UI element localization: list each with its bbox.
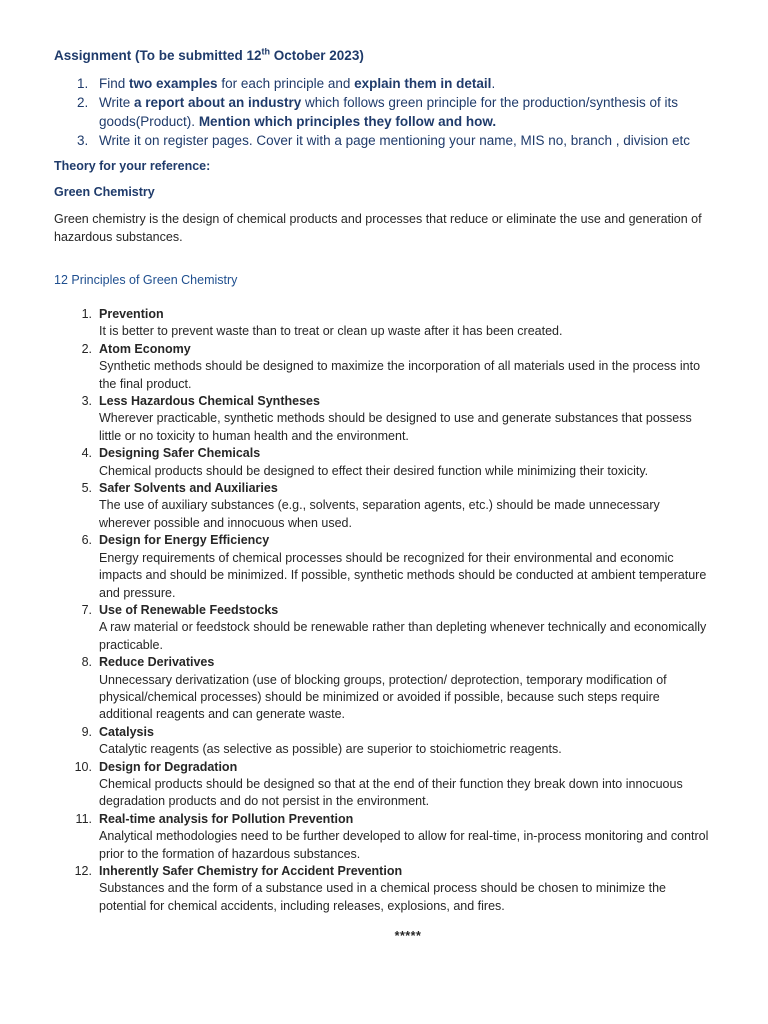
principle-description: Synthetic methods should be designed to maximize the incorporation of all materials used in the process into the final product. <box>99 359 701 391</box>
assignment-text: Write <box>99 95 135 110</box>
principle-title: Atom Economy <box>99 341 191 356</box>
principle-description: Energy requirements of chemical processes should be recognized for their environmental and economic impacts and should be minimized. If possible, synthetic methods should be conducted at ambient temperature and pressure. <box>99 550 707 600</box>
principle-title: Catalysis <box>99 724 154 739</box>
assignment-emphasis: Mention which principles they follow and how. <box>198 114 497 129</box>
principle-number: 12. <box>74 864 92 878</box>
principle-title: Use of Renewable Feedstocks <box>99 602 279 617</box>
principle-title: Inherently Safer Chemistry for Accident Prevention <box>99 864 403 878</box>
assignment-list <box>54 74 714 150</box>
principle-description: Catalytic reagents (as selective as possible) are superior to stoichiometric reagents. <box>99 742 562 757</box>
principle-number: 10. <box>74 759 92 774</box>
green-chemistry-heading: Green Chemistry <box>54 185 155 199</box>
assignment-item <box>54 93 714 131</box>
principle-description: Substances and the form of a substance used in a chemical process should be chosen to minimize the potential for chemical accidents, including releases, explosions, and fires. <box>99 881 666 913</box>
assignment-heading-prefix: Assignment (To be submitted 12 <box>54 48 262 63</box>
principle-item <box>54 532 714 602</box>
principle-description: Wherever practicable, synthetic methods should be designed to use and generate substances that possess little or no toxicity to human health and the environment. <box>99 411 692 443</box>
green-chemistry-definition: Green chemistry is the design of chemical products and processes that reduce or eliminate the use and generation of hazardous substances. <box>54 212 702 244</box>
principle-title: Design for Degradation <box>99 759 238 774</box>
principle-number: 3. <box>81 394 92 409</box>
principle-description: Chemical products should be designed to effect their desired function while minimizing their toxicity. <box>99 463 649 478</box>
principle-item <box>54 393 714 445</box>
principle-number: 6. <box>81 533 92 548</box>
principle-number: 7. <box>81 602 92 617</box>
principle-title: Reduce Derivatives <box>99 655 215 670</box>
principle-title: Design for Energy Efficiency <box>99 533 270 548</box>
principle-number: 1. <box>81 307 92 321</box>
assignment-emphasis: a report about an industry <box>134 95 302 110</box>
assignment-item-number: 3. <box>77 133 89 148</box>
principle-item <box>54 863 714 915</box>
principle-number: 2. <box>81 341 92 356</box>
principle-number: 8. <box>81 655 92 670</box>
document-page <box>54 46 714 915</box>
theory-reference-heading: Theory for your reference: <box>54 159 211 173</box>
principles-list <box>54 306 714 915</box>
assignment-heading-superscript: th <box>261 46 271 57</box>
principle-number: 9. <box>81 724 92 739</box>
principle-item <box>54 724 714 759</box>
principles-heading: 12 Principles of Green Chemistry <box>54 273 238 287</box>
principle-title: Real-time analysis for Pollution Prevention <box>99 811 354 826</box>
assignment-heading <box>54 46 714 66</box>
principle-item <box>54 306 714 341</box>
principle-description: Analytical methodologies need to be further developed to allow for real-time, in-process monitoring and control prior to the formation of hazardous substances. <box>99 829 709 861</box>
assignment-item <box>54 74 714 93</box>
principle-number: 4. <box>81 446 92 461</box>
principle-item <box>54 811 714 863</box>
principle-title: Designing Safer Chemicals <box>99 446 261 461</box>
principle-description: Chemical products should be designed so that at the end of their function they break down into innocuous degradation products and do not persist in the environment. <box>99 776 683 809</box>
principle-item <box>54 654 714 724</box>
assignment-heading-suffix: October 2023) <box>270 48 364 63</box>
principle-title: Safer Solvents and Auxiliaries <box>99 481 278 496</box>
principle-item <box>54 445 714 480</box>
principle-title: Less Hazardous Chemical Syntheses <box>99 394 320 409</box>
assignment-text: for each principle and <box>217 76 355 91</box>
principle-description: It is better to prevent waste than to treat or clean up waste after it has been created. <box>99 324 563 339</box>
assignment-item-number: 1. <box>77 76 89 91</box>
assignment-text: . <box>491 76 496 91</box>
assignment-item <box>54 131 714 150</box>
principle-number: 5. <box>81 481 92 496</box>
principle-description: The use of auxiliary substances (e.g., solvents, separation agents, etc.) should be made unnecessary wherever possible and innocuous when used. <box>99 498 660 530</box>
principle-item <box>54 341 714 393</box>
principle-item <box>54 480 714 532</box>
principle-number: 11. <box>75 811 92 826</box>
assignment-text: Find <box>99 76 130 91</box>
principle-item <box>54 602 714 654</box>
assignment-text: which follows green principle for the production/synthesis of its goods(Product). <box>99 95 678 129</box>
assignment-item-number: 2. <box>77 95 89 110</box>
principle-item <box>54 759 714 811</box>
assignment-emphasis: two examples <box>129 76 218 91</box>
principle-description: A raw material or feedstock should be renewable rather than depleting whenever technically and economically practicable. <box>99 620 707 652</box>
principle-description: Unnecessary derivatization (use of blocking groups, protection/ deprotection, temporary modification of physical/chemical processes) should be minimized or avoided if possible, because such steps require additional reagents and can generate waste. <box>99 672 667 722</box>
end-marker: ***** <box>394 929 422 943</box>
assignment-emphasis: explain them in detail <box>354 76 492 91</box>
assignment-text: Write it on register pages. Cover it with a page mentioning your name, MIS no, branch , division etc <box>99 133 691 148</box>
principle-title: Prevention <box>99 307 164 321</box>
